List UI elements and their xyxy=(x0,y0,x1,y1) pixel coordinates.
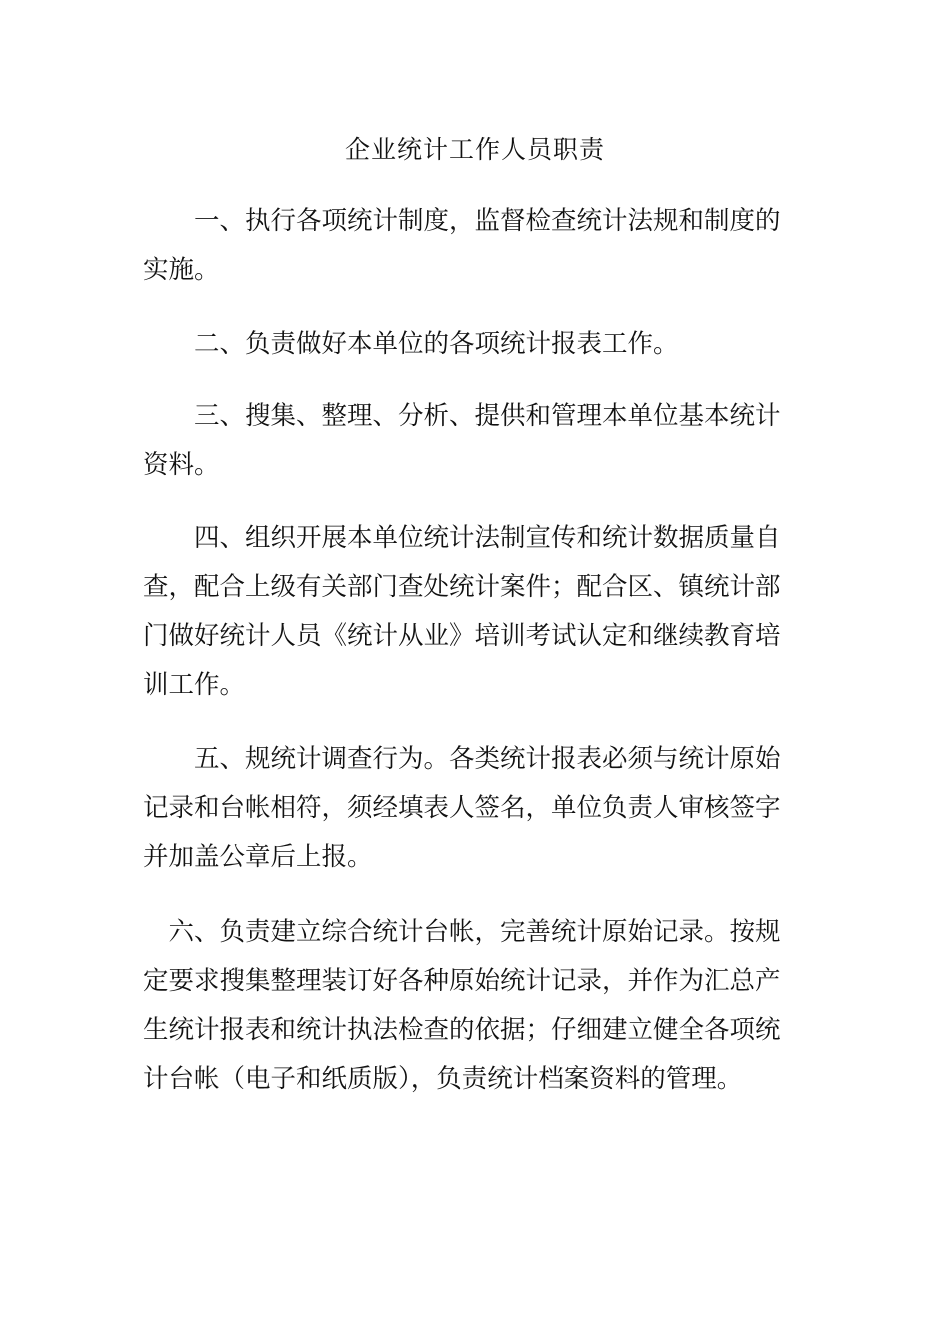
paragraph-line: 定要求搜集整理装订好各种原始统计记录，并作为汇总产 xyxy=(143,966,781,996)
paragraph-line: 并加盖公章后上报。 xyxy=(143,842,373,872)
paragraph-line: 查，配合上级有关部门查处统计案件；配合区、镇统计部 xyxy=(143,572,781,602)
paragraph-line: 六、负责建立综合统计台帐，完善统计原始记录。按规 xyxy=(143,917,781,947)
paragraph-line: 门做好统计人员《统计从业》培训考试认定和继续教育培 xyxy=(143,621,781,651)
document-title: 企业统计工作人员职责 xyxy=(344,135,605,164)
paragraph-line: 资料。 xyxy=(143,450,220,480)
paragraph-line: 三、搜集、整理、分析、提供和管理本单位基本统计 xyxy=(143,401,781,431)
paragraph-line: 二、负责做好本单位的各项统计报表工作。 xyxy=(143,329,679,359)
paragraph-6 xyxy=(143,908,781,1104)
paragraph-line: 四、组织开展本单位统计法制宣传和统计数据质量自 xyxy=(143,523,781,553)
paragraph-line: 计台帐（电子和纸质版），负责统计档案资料的管理。 xyxy=(143,1064,743,1094)
paragraph-1 xyxy=(143,197,781,295)
paragraph-5 xyxy=(143,735,781,882)
paragraph-line: 生统计报表和统计执法检查的依据；仔细建立健全各项统 xyxy=(143,1015,781,1045)
paragraph-3 xyxy=(143,392,781,490)
paragraph-line: 五、规统计调查行为。各类统计报表必须与统计原始 xyxy=(143,744,781,774)
paragraph-2 xyxy=(143,320,679,369)
paragraph-4 xyxy=(143,514,781,710)
paragraph-line: 记录和台帐相符，须经填表人签名，单位负责人审核签字 xyxy=(143,793,781,823)
paragraph-line: 训工作。 xyxy=(143,670,246,700)
paragraph-line: 实施。 xyxy=(143,255,220,285)
paragraph-line: 一、执行各项统计制度，监督检查统计法规和制度的 xyxy=(143,206,781,236)
